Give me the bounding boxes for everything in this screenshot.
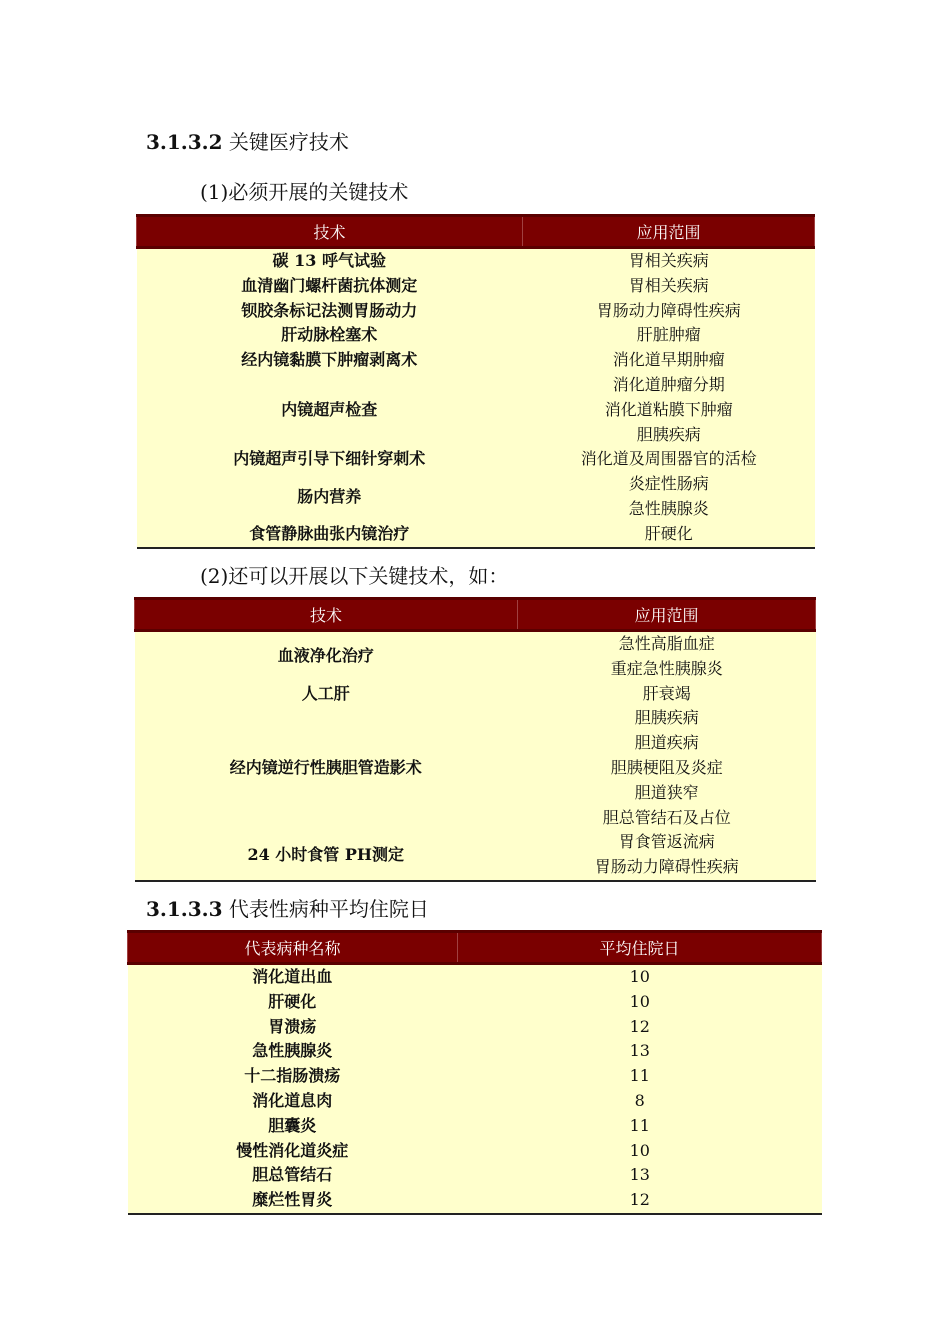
tech-cell: 碳 13 呼气试验	[137, 248, 523, 274]
tech-cell: 经内镜黏膜下肿瘤剥离术	[137, 348, 523, 373]
disease-name-cell: 慢性消化道炎症	[128, 1139, 458, 1164]
scope-cell: 消化道及周围器官的活检	[523, 447, 815, 472]
tech-cell: 经内镜逆行性胰胆管造影术	[135, 706, 518, 830]
tech-cell: 内镜超声检查	[137, 373, 523, 447]
scope-cell: 胆总管结石及占位	[518, 806, 816, 831]
scope-cell: 重症急性胰腺炎	[518, 657, 816, 682]
disease-name-cell: 十二指肠溃疡	[128, 1064, 458, 1089]
table-row	[137, 522, 815, 548]
table-row	[128, 1039, 822, 1064]
scope-cell: 肝脏肿瘤	[523, 323, 815, 348]
table-row	[128, 1114, 822, 1139]
tech-cell: 血液净化治疗	[135, 631, 518, 682]
disease-name-cell: 消化道出血	[128, 964, 458, 990]
table-row	[137, 274, 815, 299]
tech-cell: 24 小时食管 PH测定	[135, 830, 518, 881]
scope-cell: 消化道早期肿瘤	[523, 348, 815, 373]
scope-cell: 急性高脂血症	[518, 631, 816, 657]
optional-tech-table	[134, 597, 816, 882]
table-row	[128, 1064, 822, 1089]
avg-days-cell: 10	[458, 1139, 822, 1164]
avg-days-cell: 13	[458, 1039, 822, 1064]
table-row	[128, 1163, 822, 1188]
required-tech-table	[136, 214, 815, 549]
disease-name-cell: 糜烂性胃炎	[128, 1188, 458, 1214]
tech-cell: 内镜超声引导下细针穿刺术	[137, 447, 523, 472]
table-row	[135, 682, 816, 707]
scope-cell: 肝衰竭	[518, 682, 816, 707]
section-title: 关键医疗技术	[228, 130, 349, 154]
section-number: 3.1.3.2	[146, 130, 223, 154]
subheading-optional-tech: (2)还可以开展以下关键技术，如：	[200, 564, 509, 588]
tech-cell: 肝动脉栓塞术	[137, 323, 523, 348]
table-row	[135, 706, 816, 731]
disease-name-cell: 肝硬化	[128, 990, 458, 1015]
table-row	[137, 299, 815, 324]
avg-days-cell: 11	[458, 1114, 822, 1139]
avg-days-cell: 8	[458, 1089, 822, 1114]
table-row	[128, 1089, 822, 1114]
table-row	[137, 447, 815, 472]
column-header-scope: 应用范围	[523, 216, 815, 248]
table-row	[135, 830, 816, 855]
scope-cell: 消化道肿瘤分期	[523, 373, 815, 398]
table-row	[128, 1188, 822, 1214]
avg-days-cell: 10	[458, 964, 822, 990]
scope-cell: 胃食管返流病	[518, 830, 816, 855]
scope-cell: 胆道疾病	[518, 731, 816, 756]
disease-name-cell: 消化道息肉	[128, 1089, 458, 1114]
scope-cell: 胆道狭窄	[518, 781, 816, 806]
scope-cell: 胆胰疾病	[523, 423, 815, 448]
avg-days-cell: 10	[458, 990, 822, 1015]
section-title: 代表性病种平均住院日	[228, 897, 429, 921]
column-header-tech: 技术	[135, 599, 518, 631]
scope-cell: 胃相关疾病	[523, 248, 815, 274]
avg-days-cell: 12	[458, 1188, 822, 1214]
table-row	[137, 248, 815, 274]
tech-cell: 食管静脉曲张内镜治疗	[137, 522, 523, 548]
section-heading-key-tech	[146, 126, 349, 155]
tech-cell: 人工肝	[135, 682, 518, 707]
disease-name-cell: 急性胰腺炎	[128, 1039, 458, 1064]
section-number: 3.1.3.3	[146, 897, 223, 921]
scope-cell: 胃相关疾病	[523, 274, 815, 299]
table-row	[137, 323, 815, 348]
subheading-required-tech: (1)必须开展的关键技术	[200, 180, 409, 204]
column-header-tech: 技术	[137, 216, 523, 248]
scope-cell: 胃肠动力障碍性疾病	[518, 855, 816, 881]
avg-days-cell: 12	[458, 1015, 822, 1040]
table-row	[137, 373, 815, 398]
disease-name-cell: 胆总管结石	[128, 1163, 458, 1188]
table-row	[135, 631, 816, 657]
table-row	[137, 472, 815, 497]
column-header-avg-days: 平均住院日	[458, 932, 822, 964]
scope-cell: 炎症性肠病	[523, 472, 815, 497]
avg-days-cell: 13	[458, 1163, 822, 1188]
scope-cell: 胆胰疾病	[518, 706, 816, 731]
avg-days-cell: 11	[458, 1064, 822, 1089]
table-row	[128, 964, 822, 990]
scope-cell: 胃肠动力障碍性疾病	[523, 299, 815, 324]
table-row	[128, 1015, 822, 1040]
scope-cell: 急性胰腺炎	[523, 497, 815, 522]
column-header-scope: 应用范围	[518, 599, 816, 631]
table-row	[137, 348, 815, 373]
tech-cell: 钡胶条标记法测胃肠动力	[137, 299, 523, 324]
avg-stay-table	[127, 930, 822, 1215]
disease-name-cell: 胆囊炎	[128, 1114, 458, 1139]
table-row	[128, 990, 822, 1015]
scope-cell: 消化道粘膜下肿瘤	[523, 398, 815, 423]
tech-cell: 血清幽门螺杆菌抗体测定	[137, 274, 523, 299]
column-header-disease: 代表病种名称	[128, 932, 458, 964]
scope-cell: 肝硬化	[523, 522, 815, 548]
section-heading-avg-stay	[146, 893, 429, 922]
scope-cell: 胆胰梗阻及炎症	[518, 756, 816, 781]
disease-name-cell: 胃溃疡	[128, 1015, 458, 1040]
table-row	[128, 1139, 822, 1164]
tech-cell: 肠内营养	[137, 472, 523, 522]
